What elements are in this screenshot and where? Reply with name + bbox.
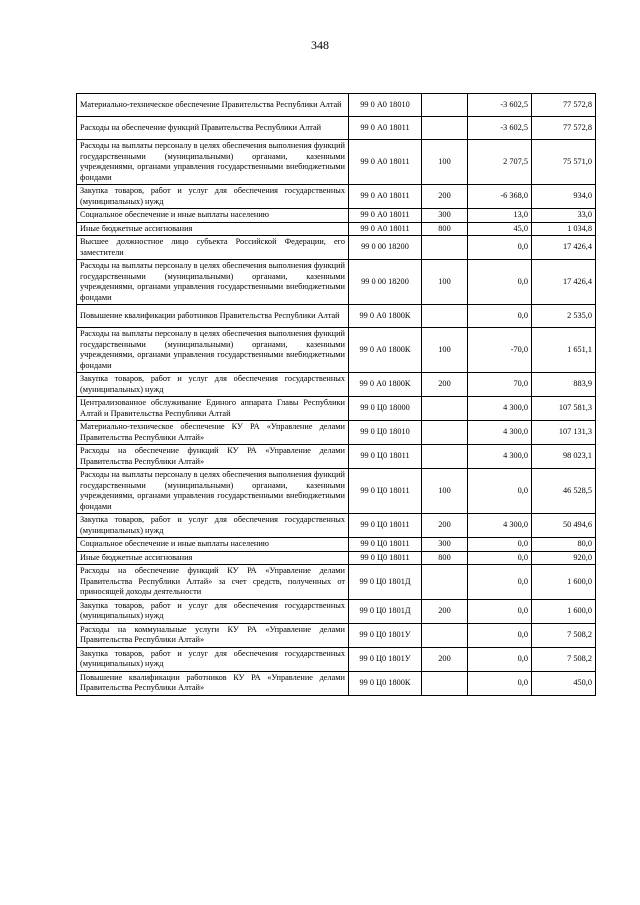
row-expense-type: 100 xyxy=(422,260,468,305)
row-name: Расходы на обеспечение функций Правительства Республики Алтай xyxy=(77,117,349,140)
row-total: 450,0 xyxy=(532,671,596,695)
row-code: 99 0 Ц0 1801У xyxy=(349,623,422,647)
row-name: Социальное обеспечение и иные выплаты населению xyxy=(77,538,349,552)
row-name: Расходы на выплаты персоналу в целях обеспечения выполнения функций государственными (муниципальными) органами, казенными учреждениями, органами управления государственными внебюджетными фондами xyxy=(77,469,349,514)
row-name: Расходы на выплаты персоналу в целях обеспечения выполнения функций государственными (муниципальными) органами, казенными учреждениями, органами управления государственными внебюджетными фондами xyxy=(77,328,349,373)
row-code: 99 0 А0 1800К xyxy=(349,328,422,373)
table-row xyxy=(77,565,596,600)
row-expense-type xyxy=(422,565,468,600)
row-name: Централизованное обслуживание Единого аппарата Главы Республики Алтай и Правительства Республики Алтай xyxy=(77,397,349,421)
row-expense-type xyxy=(422,236,468,260)
row-expense-type: 100 xyxy=(422,328,468,373)
row-name: Закупка товаров, работ и услуг для обеспечения государственных (муниципальных) нужд xyxy=(77,599,349,623)
row-code: 99 0 Ц0 1801Д xyxy=(349,599,422,623)
row-name: Материально-техническое обеспечение Правительства Республики Алтай xyxy=(77,94,349,117)
row-total: 883,9 xyxy=(532,373,596,397)
row-total: 7 508,2 xyxy=(532,623,596,647)
table-row xyxy=(77,209,596,223)
row-expense-type xyxy=(422,623,468,647)
row-change: 45,0 xyxy=(468,222,532,236)
table-row xyxy=(77,185,596,209)
table-row xyxy=(77,140,596,185)
row-change: -3 602,5 xyxy=(468,117,532,140)
table-row xyxy=(77,421,596,445)
row-change: -70,0 xyxy=(468,328,532,373)
row-code: 99 0 А0 18011 xyxy=(349,209,422,223)
table-row xyxy=(77,551,596,565)
row-name: Иные бюджетные ассигнования xyxy=(77,222,349,236)
row-total: 1 651,1 xyxy=(532,328,596,373)
row-code: 99 0 Ц0 18011 xyxy=(349,551,422,565)
row-total: 1 600,0 xyxy=(532,599,596,623)
row-total: 2 535,0 xyxy=(532,305,596,328)
row-code: 99 0 Ц0 18010 xyxy=(349,421,422,445)
row-code: 99 0 А0 1800К xyxy=(349,373,422,397)
table-row xyxy=(77,599,596,623)
row-change: 0,0 xyxy=(468,305,532,328)
table-row xyxy=(77,328,596,373)
row-total: 46 528,5 xyxy=(532,469,596,514)
row-change: 0,0 xyxy=(468,538,532,552)
row-change: 0,0 xyxy=(468,469,532,514)
table-row xyxy=(77,671,596,695)
row-total: 77 572,8 xyxy=(532,117,596,140)
row-code: 99 0 Ц0 18011 xyxy=(349,514,422,538)
table-row xyxy=(77,94,596,117)
row-code: 99 0 Ц0 18011 xyxy=(349,538,422,552)
row-change: 0,0 xyxy=(468,623,532,647)
row-change: 13,0 xyxy=(468,209,532,223)
row-expense-type: 200 xyxy=(422,514,468,538)
row-expense-type: 200 xyxy=(422,647,468,671)
row-code: 99 0 А0 18010 xyxy=(349,94,422,117)
table-row xyxy=(77,623,596,647)
budget-table xyxy=(76,93,596,696)
row-change: -3 602,5 xyxy=(468,94,532,117)
row-change: 0,0 xyxy=(468,671,532,695)
row-total: 33,0 xyxy=(532,209,596,223)
row-code: 99 0 А0 18011 xyxy=(349,222,422,236)
row-expense-type xyxy=(422,305,468,328)
row-total: 1 600,0 xyxy=(532,565,596,600)
page-number: 348 xyxy=(311,38,329,52)
table-row xyxy=(77,236,596,260)
row-expense-type xyxy=(422,117,468,140)
row-expense-type xyxy=(422,445,468,469)
row-change: 0,0 xyxy=(468,551,532,565)
row-change: 4 300,0 xyxy=(468,421,532,445)
row-name: Закупка товаров, работ и услуг для обеспечения государственных (муниципальных) нужд xyxy=(77,647,349,671)
row-change: 4 300,0 xyxy=(468,397,532,421)
row-expense-type: 800 xyxy=(422,551,468,565)
row-change: 0,0 xyxy=(468,565,532,600)
row-expense-type: 200 xyxy=(422,185,468,209)
row-total: 50 494,6 xyxy=(532,514,596,538)
row-expense-type: 200 xyxy=(422,599,468,623)
row-total: 1 034,8 xyxy=(532,222,596,236)
row-name: Высшее должностное лицо субъекта Российской Федерации, его заместители xyxy=(77,236,349,260)
row-name: Расходы на выплаты персоналу в целях обеспечения выполнения функций государственными (муниципальными) органами, казенными учреждениями, органами управления государственными внебюджетными фондами xyxy=(77,260,349,305)
table-row xyxy=(77,305,596,328)
row-code: 99 0 Ц0 18011 xyxy=(349,445,422,469)
row-total: 17 426,4 xyxy=(532,236,596,260)
row-change: 0,0 xyxy=(468,599,532,623)
row-code: 99 0 Ц0 1801У xyxy=(349,647,422,671)
row-name: Повышение квалификации работников Правительства Республики Алтай xyxy=(77,305,349,328)
row-total: 7 508,2 xyxy=(532,647,596,671)
table-row xyxy=(77,469,596,514)
table-row xyxy=(77,373,596,397)
row-total: 98 023,1 xyxy=(532,445,596,469)
table-row xyxy=(77,514,596,538)
row-expense-type: 800 xyxy=(422,222,468,236)
row-name: Закупка товаров, работ и услуг для обеспечения государственных (муниципальных) нужд xyxy=(77,514,349,538)
row-change: 0,0 xyxy=(468,647,532,671)
row-name: Повышение квалификации работников КУ РА «Управление делами Правительства Республики Алтай» xyxy=(77,671,349,695)
row-code: 99 0 А0 18011 xyxy=(349,117,422,140)
row-expense-type: 300 xyxy=(422,538,468,552)
row-change: 4 300,0 xyxy=(468,445,532,469)
table-row xyxy=(77,397,596,421)
row-name: Расходы на обеспечение функций КУ РА «Управление делами Правительства Республики Алтай» за счет средств, полученных от приносящей доходы деятельности xyxy=(77,565,349,600)
table-row xyxy=(77,117,596,140)
table-row xyxy=(77,260,596,305)
row-code: 99 0 00 18200 xyxy=(349,236,422,260)
row-total: 17 426,4 xyxy=(532,260,596,305)
row-change: 0,0 xyxy=(468,236,532,260)
row-change: 2 707,5 xyxy=(468,140,532,185)
row-expense-type: 100 xyxy=(422,140,468,185)
row-total: 920,0 xyxy=(532,551,596,565)
row-expense-type: 200 xyxy=(422,373,468,397)
row-name: Социальное обеспечение и иные выплаты населению xyxy=(77,209,349,223)
row-code: 99 0 А0 18011 xyxy=(349,185,422,209)
row-name: Материально-техническое обеспечение КУ РА «Управление делами Правительства Республики Алтай» xyxy=(77,421,349,445)
row-name: Расходы на обеспечение функций КУ РА «Управление делами Правительства Республики Алтай» xyxy=(77,445,349,469)
row-expense-type xyxy=(422,671,468,695)
row-total: 75 571,0 xyxy=(532,140,596,185)
table-row xyxy=(77,647,596,671)
table-row xyxy=(77,538,596,552)
row-change: 70,0 xyxy=(468,373,532,397)
row-code: 99 0 00 18200 xyxy=(349,260,422,305)
row-code: 99 0 А0 1800К xyxy=(349,305,422,328)
row-total: 107 131,3 xyxy=(532,421,596,445)
row-code: 99 0 Ц0 1801Д xyxy=(349,565,422,600)
row-expense-type xyxy=(422,94,468,117)
row-total: 80,0 xyxy=(532,538,596,552)
row-expense-type xyxy=(422,421,468,445)
row-code: 99 0 А0 18011 xyxy=(349,140,422,185)
row-total: 77 572,8 xyxy=(532,94,596,117)
row-change: 0,0 xyxy=(468,260,532,305)
row-total: 107 581,3 xyxy=(532,397,596,421)
row-code: 99 0 Ц0 18011 xyxy=(349,469,422,514)
row-name: Иные бюджетные ассигнования xyxy=(77,551,349,565)
row-code: 99 0 Ц0 1800К xyxy=(349,671,422,695)
row-change: 4 300,0 xyxy=(468,514,532,538)
row-expense-type: 300 xyxy=(422,209,468,223)
table-row xyxy=(77,222,596,236)
row-name: Расходы на выплаты персоналу в целях обеспечения выполнения функций государственными (муниципальными) органами, казенными учреждениями, органами управления государственными внебюджетными фондами xyxy=(77,140,349,185)
row-name: Закупка товаров, работ и услуг для обеспечения государственных (муниципальных) нужд xyxy=(77,185,349,209)
row-total: 934,0 xyxy=(532,185,596,209)
row-change: -6 368,0 xyxy=(468,185,532,209)
row-name: Расходы на коммунальные услуги КУ РА «Управление делами Правительства Республики Алтай» xyxy=(77,623,349,647)
row-code: 99 0 Ц0 18000 xyxy=(349,397,422,421)
row-expense-type xyxy=(422,397,468,421)
row-name: Закупка товаров, работ и услуг для обеспечения государственных (муниципальных) нужд xyxy=(77,373,349,397)
row-expense-type: 100 xyxy=(422,469,468,514)
table-row xyxy=(77,445,596,469)
